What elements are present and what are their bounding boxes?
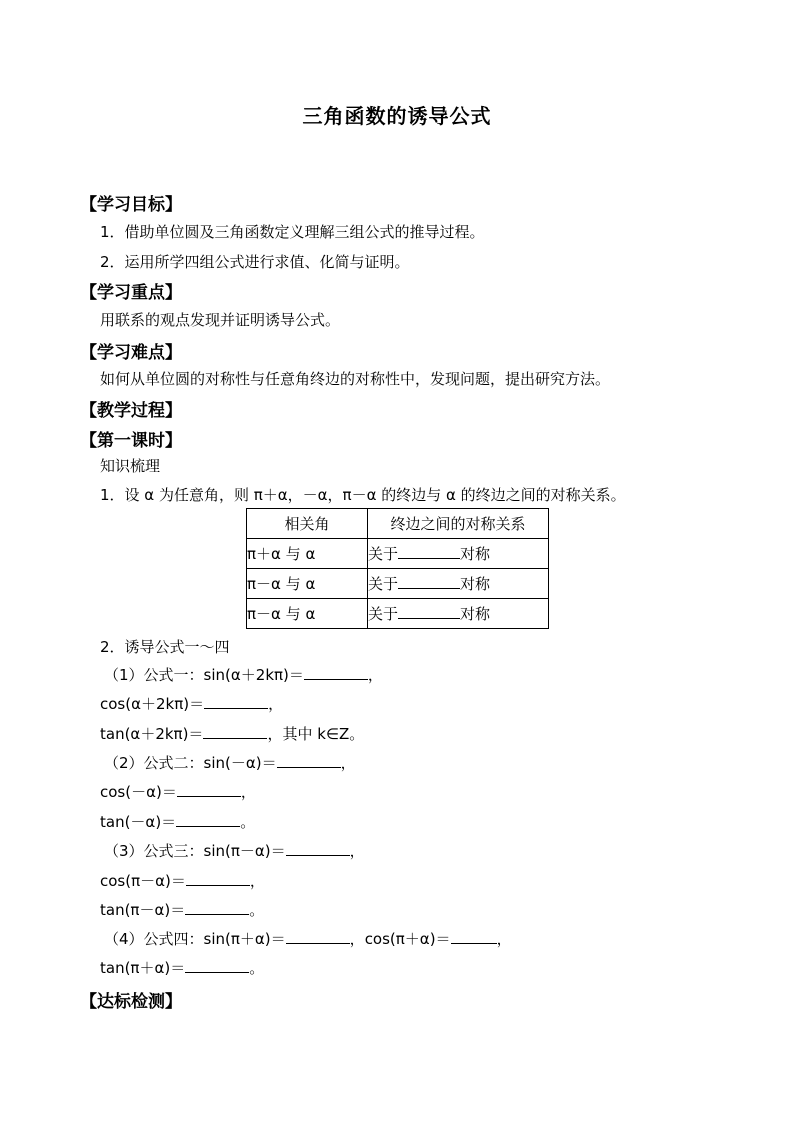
answer-blank[interactable]	[176, 812, 240, 827]
section-objectives: 【学习目标】	[80, 195, 182, 215]
knowledge-heading: 知识梳理	[100, 457, 161, 475]
answer-blank[interactable]	[277, 753, 341, 768]
punct: ，	[249, 872, 265, 890]
formula-2-cos-line	[100, 782, 256, 802]
answer-blank[interactable]	[204, 694, 268, 709]
punct: ，	[340, 754, 356, 772]
answer-blank[interactable]	[398, 544, 460, 559]
punct: ，	[496, 930, 512, 948]
question-1-prompt: 1．设 α 为任意角，则 π＋α，－α，π－α 的终边与 α 的终边之间的对称关系。	[100, 486, 626, 504]
formula-2-cos: cos(－α)＝	[100, 783, 177, 801]
formula-3-cos: cos(π－α)＝	[100, 872, 186, 890]
relation-prefix: 关于	[368, 605, 399, 623]
angle-cell: π－α 与 α	[247, 599, 368, 629]
answer-blank[interactable]	[304, 665, 368, 680]
punct: 。	[249, 959, 265, 977]
formula-4-sin: sin(π＋α)＝	[203, 930, 286, 948]
formula-1-label: （1）公式一：	[104, 666, 204, 684]
table-row	[247, 599, 549, 629]
answer-blank[interactable]	[398, 574, 460, 589]
relation-cell	[368, 569, 549, 599]
relation-cell	[368, 599, 549, 629]
key-point-text: 用联系的观点发现并证明诱导公式。	[100, 311, 341, 329]
punct: ，	[349, 842, 365, 860]
answer-blank[interactable]	[398, 604, 460, 619]
formula-2-sin-line	[104, 753, 356, 773]
formula-2-label: （2）公式二：	[104, 754, 204, 772]
relation-suffix: 对称	[460, 605, 491, 623]
section-key-points: 【学习重点】	[80, 283, 182, 303]
answer-blank[interactable]	[203, 724, 267, 739]
formula-3-tan-line	[100, 900, 264, 920]
punct: ，	[367, 666, 383, 684]
answer-blank[interactable]	[177, 782, 241, 797]
formula-4-label: （4）公式四：	[104, 930, 204, 948]
angle-cell: π－α 与 α	[247, 569, 368, 599]
formula-3-label: （3）公式三：	[104, 842, 204, 860]
answer-blank[interactable]	[286, 841, 350, 856]
formula-3-tan: tan(π－α)＝	[100, 901, 186, 919]
formula-1-note: ，其中 k∈Z。	[267, 725, 365, 743]
punct: 。	[249, 901, 265, 919]
symmetry-table	[246, 508, 549, 629]
relation-prefix: 关于	[368, 575, 399, 593]
formula-3-sin-line	[104, 841, 365, 861]
formula-4-tan: tan(π＋α)＝	[100, 959, 186, 977]
punct: ，	[240, 783, 256, 801]
answer-blank[interactable]	[185, 900, 249, 915]
formula-4-cos: cos(π＋α)＝	[364, 930, 451, 948]
formula-2-tan: tan(－α)＝	[100, 813, 177, 831]
formula-1-cos-line	[100, 694, 283, 714]
punct: ，	[268, 695, 284, 713]
objective-2: 2．运用所学四组公式进行求值、化简与证明。	[100, 253, 410, 271]
section-process: 【教学过程】	[80, 401, 182, 421]
formula-1-sin-line	[104, 665, 383, 685]
punct: ，	[349, 930, 365, 948]
formula-2-tan-line	[100, 812, 255, 832]
angle-cell: π＋α 与 α	[247, 539, 368, 569]
formula-4-tan-line	[100, 958, 264, 978]
formula-3-sin: sin(π－α)＝	[203, 842, 286, 860]
punct: 。	[240, 813, 256, 831]
table-header-row	[247, 509, 549, 539]
page-title: 三角函数的诱导公式	[302, 104, 492, 128]
answer-blank[interactable]	[286, 929, 350, 944]
formula-1-sin: sin(α＋2kπ)＝	[203, 666, 304, 684]
question-2-heading: 2．诱导公式一～四	[100, 638, 230, 656]
section-difficulties: 【学习难点】	[80, 343, 182, 363]
answer-blank[interactable]	[186, 871, 250, 886]
table-row	[247, 569, 549, 599]
section-assessment: 【达标检测】	[80, 992, 182, 1012]
answer-blank[interactable]	[451, 929, 497, 944]
objective-1: 1．借助单位圆及三角函数定义理解三组公式的推导过程。	[100, 223, 485, 241]
header-symmetry-relation: 终边之间的对称关系	[368, 509, 549, 539]
formula-1-cos: cos(α＋2kπ)＝	[100, 695, 205, 713]
answer-blank[interactable]	[185, 958, 249, 973]
section-lesson1: 【第一课时】	[80, 431, 182, 451]
formula-1-tan: tan(α＋2kπ)＝	[100, 725, 204, 743]
table-row	[247, 539, 549, 569]
formula-2-sin: sin(－α)＝	[203, 754, 277, 772]
difficulty-text: 如何从单位圆的对称性与任意角终边的对称性中，发现问题，提出研究方法。	[100, 370, 611, 388]
relation-prefix: 关于	[368, 545, 399, 563]
formula-3-cos-line	[100, 871, 265, 891]
relation-cell	[368, 539, 549, 569]
formula-1-tan-line	[100, 724, 364, 744]
relation-suffix: 对称	[460, 575, 491, 593]
formula-4-sin-line	[104, 929, 512, 949]
header-related-angle: 相关角	[247, 509, 368, 539]
relation-suffix: 对称	[460, 545, 491, 563]
